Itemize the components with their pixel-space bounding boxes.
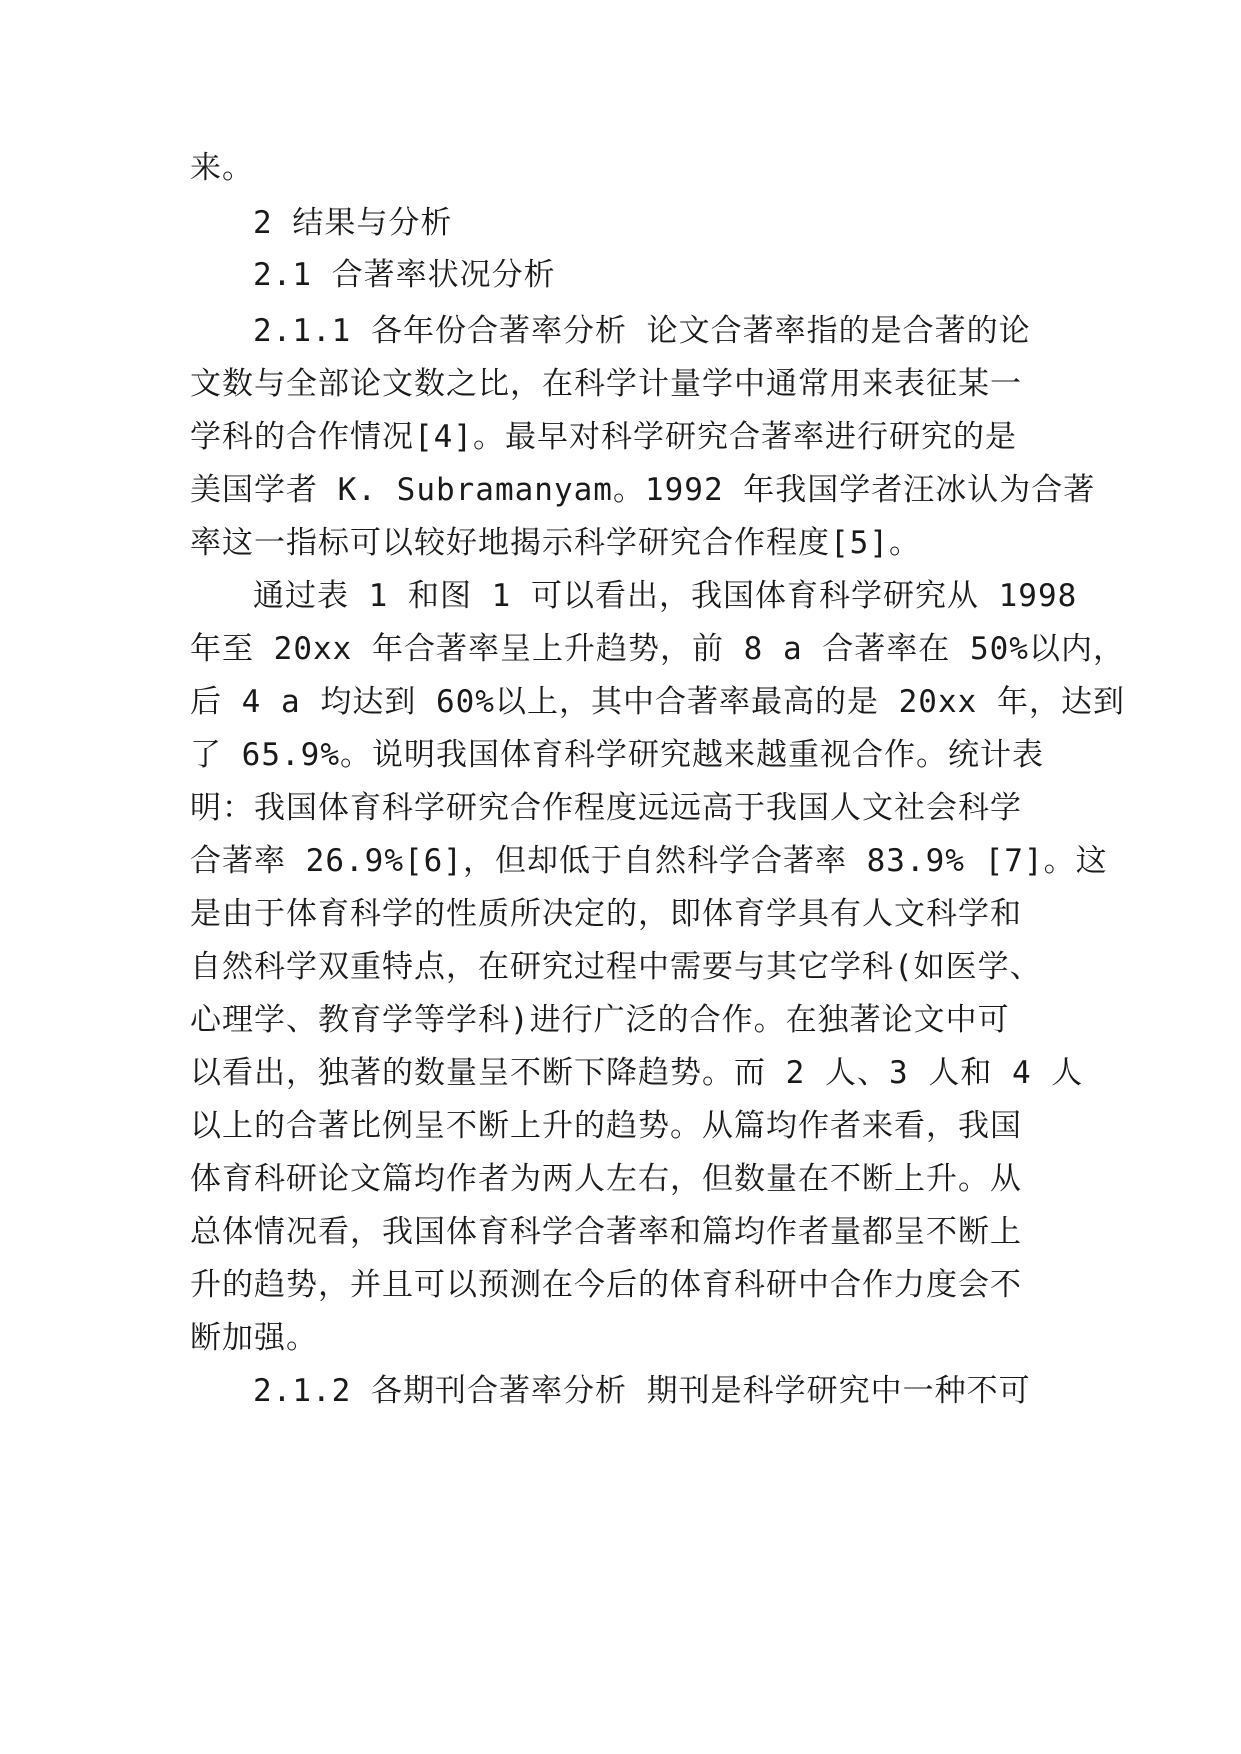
text-line: 合著率 26.9%[6]，但却低于自然科学合著率 83.9% [7]。这	[190, 843, 1108, 879]
text-line: 美国学者 K. Subramanyam。1992 年我国学者汪冰认为合著	[190, 472, 1096, 508]
subsection-heading: 2.1 合著率状况分析	[253, 257, 556, 293]
text-line: 以看出，独著的数量呈不断下降趋势。而 2 人、3 人和 4 人	[190, 1055, 1084, 1091]
text-line: 总体情况看，我国体育科学合著率和篇均作者量都呈不断上	[190, 1214, 1022, 1250]
text-line: 来。	[190, 150, 254, 186]
text-line: 明：我国体育科学研究合作程度远远高于我国人文社会科学	[190, 790, 1022, 826]
section-heading: 2 结果与分析	[253, 205, 453, 241]
text-line: 以上的合著比例呈不断上升的趋势。从篇均作者来看，我国	[190, 1108, 1022, 1144]
text-line: 体育科研论文篇均作者为两人左右，但数量在不断上升。从	[190, 1161, 1022, 1197]
text-line: 了 65.9%。说明我国体育科学研究越来越重视合作。统计表	[190, 737, 1044, 773]
text-line: 心理学、教育学等学科)进行广泛的合作。在独著论文中可	[190, 1002, 1010, 1038]
text-line: 2.1.1 各年份合著率分析 论文合著率指的是合著的论	[253, 313, 1031, 349]
text-line: 升的趋势，并且可以预测在今后的体育科研中合作力度会不	[190, 1267, 1022, 1303]
text-line: 2.1.2 各期刊合著率分析 期刊是科学研究中一种不可	[253, 1373, 1031, 1409]
text-line: 通过表 1 和图 1 可以看出，我国体育科学研究从 1998	[253, 578, 1078, 614]
text-line: 文数与全部论文数之比，在科学计量学中通常用来表征某一	[190, 366, 1022, 402]
text-line: 年至 20xx 年合著率呈上升趋势，前 8 a 合著率在 50%以内，	[190, 631, 1125, 667]
text-line: 断加强。	[190, 1320, 318, 1356]
text-line: 后 4 a 均达到 60%以上，其中合著率最高的是 20xx 年，达到	[190, 684, 1125, 720]
text-line: 是由于体育科学的性质所决定的，即体育学具有人文科学和	[190, 896, 1022, 932]
text-line: 学科的合作情况[4]。最早对科学研究合著率进行研究的是	[190, 419, 1017, 455]
text-line: 率这一指标可以较好地揭示科学研究合作程度[5]。	[190, 525, 921, 561]
text-line: 自然科学双重特点，在研究过程中需要与其它学科(如医学、	[190, 949, 1042, 985]
